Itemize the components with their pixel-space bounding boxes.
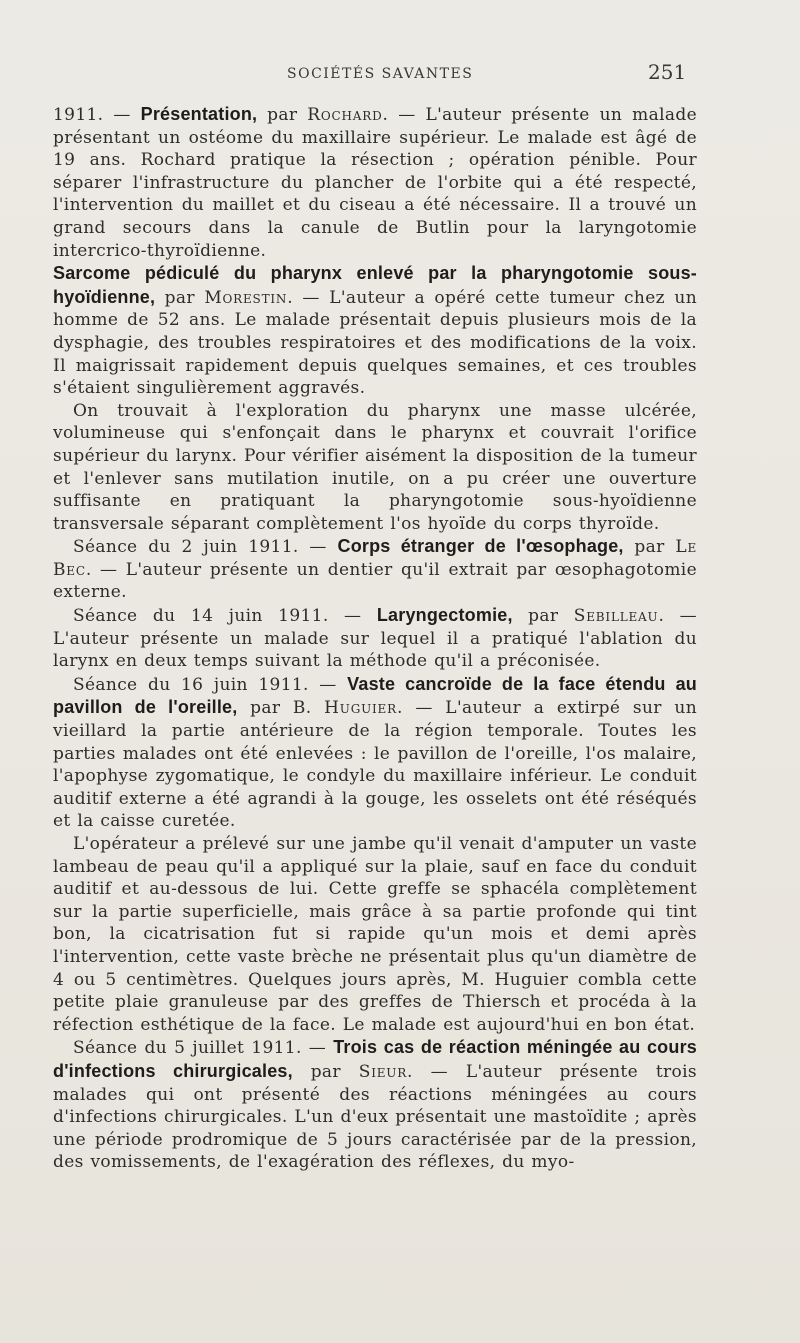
page-number: 251 xyxy=(648,60,687,84)
entry-date: Séance du 16 juin 1911. — xyxy=(73,674,348,695)
entry-title: Corps étranger de l'œsophage, xyxy=(337,536,624,557)
entry-text: . — L'auteur présente un malade présentant un ostéome du maxillaire supérieur. Le malade est âgé de 19 ans. Rochard pratique la résection ; opération pénible. Pour séparer l'infrastructure du plancher de l'orbite qui a été respecté, l'intervention du maillet et du ciseau a été nécessaire. Il a trouvé un grand secours dans la canule de Butlin pour la laryngotomie intercrico-thyroïdienne. xyxy=(53,105,697,261)
entry-by: par xyxy=(257,105,308,125)
entry-huguier xyxy=(53,673,697,833)
entry-paragraph: L'opérateur a prélevé sur une jambe qu'il venait d'amputer un vaste lambeau de peau qu'il a appliqué sur la plaie, sauf en face du conduit auditif et au-dessous de lui. Cette greffe se sphacéla complètement sur la partie superficielle, mais grâce à sa partie profonde qui tint bon, la cicatrisation fut si rapide qu'un mois et demi après l'intervention, cette vaste brèche ne présentait plus qu'un diamètre de 4 ou 5 centimètres. Quelques jours après, M. Huguier combla cette petite plaie granuleuse par des greffes de Thiersch et procéda à la réfection esthétique de la face. Le malade est aujourd'hui en bon état. xyxy=(53,834,697,1035)
entry-title: Vaste cancroïde de la face étendu au pavillon de l'oreille, xyxy=(53,673,697,718)
entry-title: Laryngectomie, xyxy=(376,605,513,626)
entry-morestin xyxy=(53,262,697,400)
entry-by: par xyxy=(512,606,574,627)
entry-author: Sieur xyxy=(358,1061,408,1082)
entry-author: Morestin xyxy=(204,287,288,308)
entry-author: Huguier xyxy=(324,698,397,719)
entry-text: . — L'auteur présente un malade sur lequel il a pratiqué l'ablation du larynx en deux temps suivant la méthode qu'il a préconisée. xyxy=(53,606,698,672)
entry-lebec xyxy=(53,535,697,604)
entry-rochard xyxy=(53,103,697,262)
entry-by: par B. xyxy=(237,698,325,719)
entry-date: Séance du 5 juillet 1911. — xyxy=(73,1038,334,1059)
entry-text: . — L'auteur présente un dentier qu'il extrait par œsophagotomie externe. xyxy=(53,559,697,603)
entry-by: par xyxy=(292,1061,359,1082)
entry-date: Séance du 14 juin 1911. — xyxy=(73,606,377,627)
entry-sebileau xyxy=(53,604,697,673)
running-head: SOCIÉTÉS SAVANTES xyxy=(287,66,474,82)
page-header xyxy=(0,60,800,90)
entry-by: par xyxy=(155,287,205,308)
entry-title: Présentation, xyxy=(140,104,258,124)
entry-sieur xyxy=(53,1036,697,1174)
entry-author: Sebilleau xyxy=(573,606,659,627)
entry-by: par xyxy=(623,537,676,558)
entry-text: . — L'auteur a opéré cette tumeur chez un homme de 52 ans. Le malade présentait depuis plusieurs mois de la dysphagie, des troubles respiratoires et des modifications de la voix. Il maigrissait rapidement depuis quelques semaines, et ces troubles s'étaient singulièrement aggravés. xyxy=(53,287,697,399)
entry-text: . — L'auteur a extirpé sur un vieillard la partie antérieure de la région temporale. Toutes les parties malades ont été enlevées : le pavillon de l'oreille, l'os malaire, l'apophyse zygomatique, le condyle du maxillaire inférieur. Le conduit auditif externe a été agrandi à la gouge, les osselets ont été réséqués et la caisse curetée. xyxy=(53,698,698,832)
entry-author: Le Bec xyxy=(53,537,698,580)
entry-date: Séance du 2 juin 1911. — xyxy=(73,537,338,558)
entry-title: Trois cas de réaction méningée au cours d'infections chirurgicales, xyxy=(53,1037,697,1081)
entry-title: Sarcome pédiculé du pharynx enlevé par la pharyngotomie sous-hyoïdienne, xyxy=(53,263,697,307)
entry-text: . — L'auteur présente trois malades qui ont présenté des réactions méningées au cours d'infections chirurgicales. L'un d'eux présentait une mastoïdite ; après une période prodromique de 5 jours caractérisée par de la pression, des vomissements, de l'exagération des réflexes, du myo- xyxy=(53,1061,697,1173)
entry-author: Rochard xyxy=(307,105,383,125)
entry-paragraph: On trouvait à l'exploration du pharynx une masse ulcérée, volumineuse qui s'enfonçait dans le pharynx et couvrait l'orifice supérieur du larynx. Pour vérifier aisément la disposition de la tumeur et l'enlever sans mutilation inutile, on a pu créer une ouverture suffisante en pratiquant la pharyngotomie sous-hyoïdienne transversale séparant complètement l'os hyoïde du corps thyroïde. xyxy=(53,400,697,534)
body-text xyxy=(53,103,697,1174)
entry-date: 1911. — xyxy=(53,105,141,125)
